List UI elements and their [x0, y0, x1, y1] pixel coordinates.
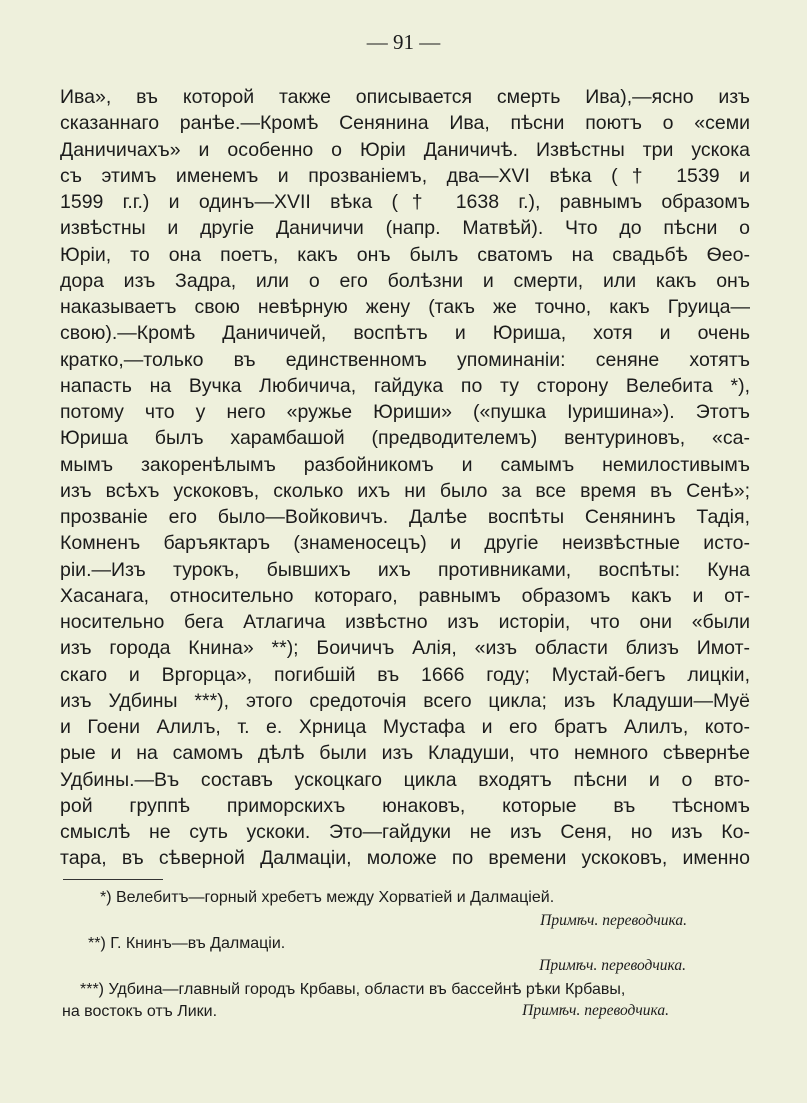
- text-line: прозваніе его было—Войковичъ. Далѣе воспѣты Сенянинъ Тадія,: [60, 506, 750, 528]
- text-line: смыслѣ не суть ускоки. Это—гайдуки не изъ Сеня, но изъ Ко-: [60, 821, 750, 843]
- text-line: свою).—Кромѣ Даничичей, воспѣтъ и Юриша, хотя и очень: [60, 322, 750, 345]
- text-line: мымъ закоренѣлымъ разбойникомъ и самымъ немилостивымъ: [60, 453, 750, 476]
- text-line: изъ города Книна» **); Боичичъ Алія, «изъ области близъ Имот-: [60, 637, 750, 660]
- text-line: Ива», въ которой также описывается смерть Ива),—ясно изъ: [60, 86, 750, 108]
- text-line: Юриша былъ харамбашой (предводителемъ) вентуриновъ, «са-: [60, 427, 750, 450]
- text-line: дора изъ Задра, или о его болѣзни и смерти, или какъ онъ: [60, 269, 750, 292]
- text-line: Даничичахъ» и особенно о Юріи Даничичѣ. Извѣстны три ускока: [60, 138, 750, 161]
- text-line: Удбины.—Въ составъ ускоцкаго цикла входятъ пѣсни и о вто-: [60, 768, 750, 791]
- text-line: напасть на Вучка Любичича, гайдука по ту сторону Велебита *),: [60, 374, 750, 397]
- text-line: сказаннаго ранѣе.—Кромѣ Сенянина Ива, пѣсни поютъ о «семи: [60, 112, 750, 135]
- footnote-divider: [63, 879, 163, 880]
- text-line: Комненъ баръяктаръ (знаменосецъ) и другіе неизвѣстные исто-: [60, 532, 750, 555]
- text-line: Юріи, то она поетъ, какъ онъ былъ сватомъ на свадьбѣ Ѳео-: [60, 243, 750, 266]
- text-line: и Гоени Алилъ, т. е. Хрница Мустафа и его братъ Алилъ, кото-: [60, 716, 750, 738]
- text-line: носительно бега Атлагича извѣстно изъ исторіи, что они «были: [60, 611, 750, 633]
- text-line: изъ Удбины ***), этого средоточія всего цикла; изъ Кладуши—Муё: [60, 689, 750, 712]
- footnote-1: *) Велебитъ—горный хребетъ между Хорватіей и Далмаціей.: [100, 889, 555, 906]
- footnote-3-signature: Примѣч. переводчика.: [522, 1002, 669, 1019]
- text-line: съ этимъ именемъ и прозваніемъ, два—XVI вѣка († 1539 и: [60, 164, 750, 187]
- page-number: — 91 —: [366, 30, 441, 54]
- footnote-2: **) Г. Книнъ—въ Далмаціи.: [88, 935, 286, 952]
- body-text: [60, 84, 750, 872]
- text-line: изъ всѣхъ ускоковъ, сколько ихъ ни было за все время въ Сенѣ»;: [60, 479, 750, 502]
- text-line: ріи.—Изъ турокъ, бывшихъ ихъ противниками, воспѣты: Куна: [60, 558, 750, 581]
- text-line: извѣстны и другіе Даничичи (напр. Матвѣй). Что до пѣсни о: [60, 217, 750, 240]
- footnote-3: ***) Удбина—главный городъ Крбавы, области въ бассейнѣ рѣки Крбавы,: [80, 981, 626, 998]
- text-line: тара, въ сѣверной Далмаціи, моложе по времени ускоковъ, именно: [60, 847, 750, 870]
- text-line: потому что у него «ружье Юриши» («пушка Іуришина»). Этотъ: [60, 401, 750, 423]
- text-line: наказываетъ свою невѣрную жену (такъ же точно, какъ Груица—: [60, 296, 750, 318]
- text-line: рые и на самомъ дѣлѣ были изъ Кладуши, что немного сѣвернѣе: [60, 742, 750, 765]
- footnote-1-signature: Примѣч. переводчика.: [540, 912, 687, 929]
- text-line: 1599 г.г.) и одинъ—XVII вѣка († 1638 г.), равнымъ образомъ: [60, 191, 750, 213]
- footnote-3-continuation: на востокъ отъ Лики.: [62, 1003, 218, 1020]
- footnote-2-signature: Примѣч. переводчика.: [539, 957, 686, 974]
- text-line: кратко,—только въ единственномъ упоминаніи: сеняне хотятъ: [60, 348, 750, 371]
- text-line: скаго и Вргорца», погибшій въ 1666 году; Мустай-бегъ лицкіи,: [60, 663, 750, 686]
- text-line: Хасанага, относительно котораго, равнымъ образомъ какъ и от-: [60, 584, 750, 607]
- text-line: рой группѣ приморскихъ юнаковъ, которые въ тѣсномъ: [60, 794, 750, 817]
